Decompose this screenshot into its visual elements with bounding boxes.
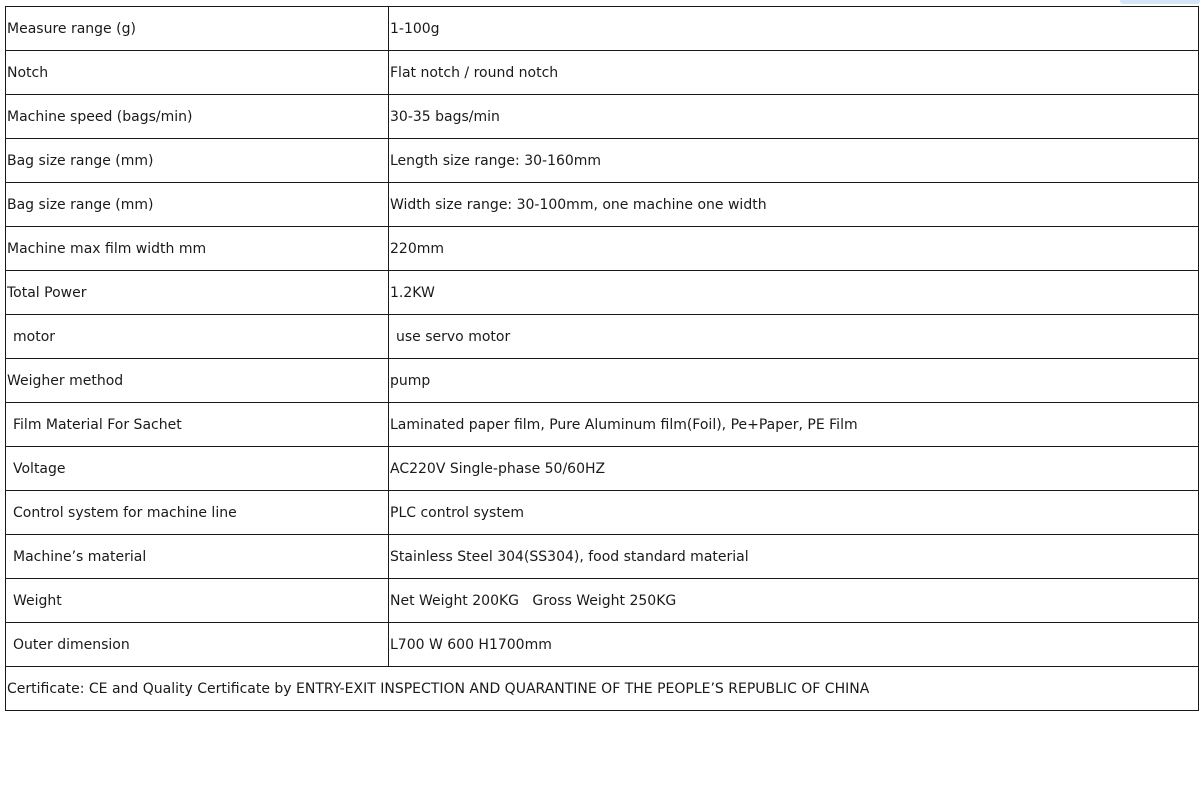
table-row	[6, 579, 1199, 623]
spec-value-cell	[389, 95, 1199, 139]
spec-label-cell	[6, 359, 389, 403]
table-row	[6, 403, 1199, 447]
spec-value: use servo motor	[396, 328, 511, 345]
table-row	[6, 95, 1199, 139]
spec-value-cell	[389, 623, 1199, 667]
spec-value-cell	[389, 403, 1199, 447]
spec-label-cell	[6, 623, 389, 667]
spec-value: AC220V Single-phase 50/60HZ	[390, 460, 606, 477]
spec-value: Width size range: 30-100mm, one machine one width	[390, 196, 767, 213]
spec-label-cell	[6, 491, 389, 535]
spec-label: Control system for machine line	[13, 504, 237, 521]
spec-value: 220mm	[390, 240, 444, 257]
spec-value: Flat notch / round notch	[390, 64, 559, 81]
spec-label-cell	[6, 447, 389, 491]
spec-label: Weigher method	[7, 372, 124, 389]
spec-value: Stainless Steel 304(SS304), food standard material	[390, 548, 749, 565]
table-row	[6, 359, 1199, 403]
spec-label: Machine’s material	[13, 548, 147, 565]
spec-label: Machine speed (bags/min)	[7, 108, 193, 125]
table-row-certificate	[6, 667, 1199, 711]
spec-label: Total Power	[7, 284, 87, 301]
spec-label: Voltage	[13, 460, 66, 477]
spec-value: 1-100g	[390, 20, 440, 37]
spec-label-cell	[6, 183, 389, 227]
table-row	[6, 7, 1199, 51]
table-row	[6, 227, 1199, 271]
spec-label: Film Material For Sachet	[13, 416, 182, 433]
spec-value-cell	[389, 359, 1199, 403]
spec-label-cell	[6, 95, 389, 139]
spec-value-cell	[389, 51, 1199, 95]
spec-label-cell	[6, 315, 389, 359]
spec-label: Measure range (g)	[7, 20, 136, 37]
table-row	[6, 491, 1199, 535]
spec-label: Bag size range (mm)	[7, 196, 154, 213]
spec-label: Weight	[13, 592, 62, 609]
certificate-text: Certificate: CE and Quality Certificate by ENTRY-EXIT INSPECTION AND QUARANTINE OF THE PEOPLE’S REPUBLIC OF CHINA	[7, 680, 870, 697]
spec-value: 1.2KW	[390, 284, 435, 301]
spec-value-cell	[389, 579, 1199, 623]
spec-value: Net Weight 200KG Gross Weight 250KG	[390, 592, 677, 609]
spec-value-cell	[389, 447, 1199, 491]
table-row	[6, 271, 1199, 315]
spec-label-cell	[6, 535, 389, 579]
spec-label-cell	[6, 579, 389, 623]
spec-value-cell	[389, 183, 1199, 227]
spec-label-cell	[6, 7, 389, 51]
table-row	[6, 139, 1199, 183]
spec-label-cell	[6, 227, 389, 271]
spec-value: L700 W 600 H1700mm	[390, 636, 552, 653]
spec-label: Outer dimension	[13, 636, 130, 653]
spec-value: pump	[390, 372, 431, 389]
spec-label: Machine max film width mm	[7, 240, 207, 257]
spec-label: motor	[13, 328, 56, 345]
table-row	[6, 183, 1199, 227]
spec-value: PLC control system	[390, 504, 525, 521]
spec-value-cell	[389, 227, 1199, 271]
spec-label-cell	[6, 403, 389, 447]
table-row	[6, 535, 1199, 579]
spec-value-cell	[389, 271, 1199, 315]
spec-value-cell	[389, 315, 1199, 359]
spec-label-cell	[6, 51, 389, 95]
spec-value-cell	[389, 491, 1199, 535]
table-row	[6, 51, 1199, 95]
table-row	[6, 623, 1199, 667]
table-row	[6, 447, 1199, 491]
spec-label-cell	[6, 139, 389, 183]
spec-value: Length size range: 30-160mm	[390, 152, 602, 169]
spec-value-cell	[389, 7, 1199, 51]
spec-value: 30-35 bags/min	[390, 108, 500, 125]
spec-value-cell	[389, 139, 1199, 183]
top-accent-bar	[1120, 0, 1200, 4]
spec-label: Bag size range (mm)	[7, 152, 154, 169]
table-row	[6, 315, 1199, 359]
spec-value: Laminated paper film, Pure Aluminum film(Foil), Pe+Paper, PE Film	[390, 416, 858, 433]
certificate-cell	[6, 667, 1199, 711]
spec-value-cell	[389, 535, 1199, 579]
spec-label-cell	[6, 271, 389, 315]
spec-label: Notch	[7, 64, 49, 81]
spec-table	[5, 6, 1199, 711]
